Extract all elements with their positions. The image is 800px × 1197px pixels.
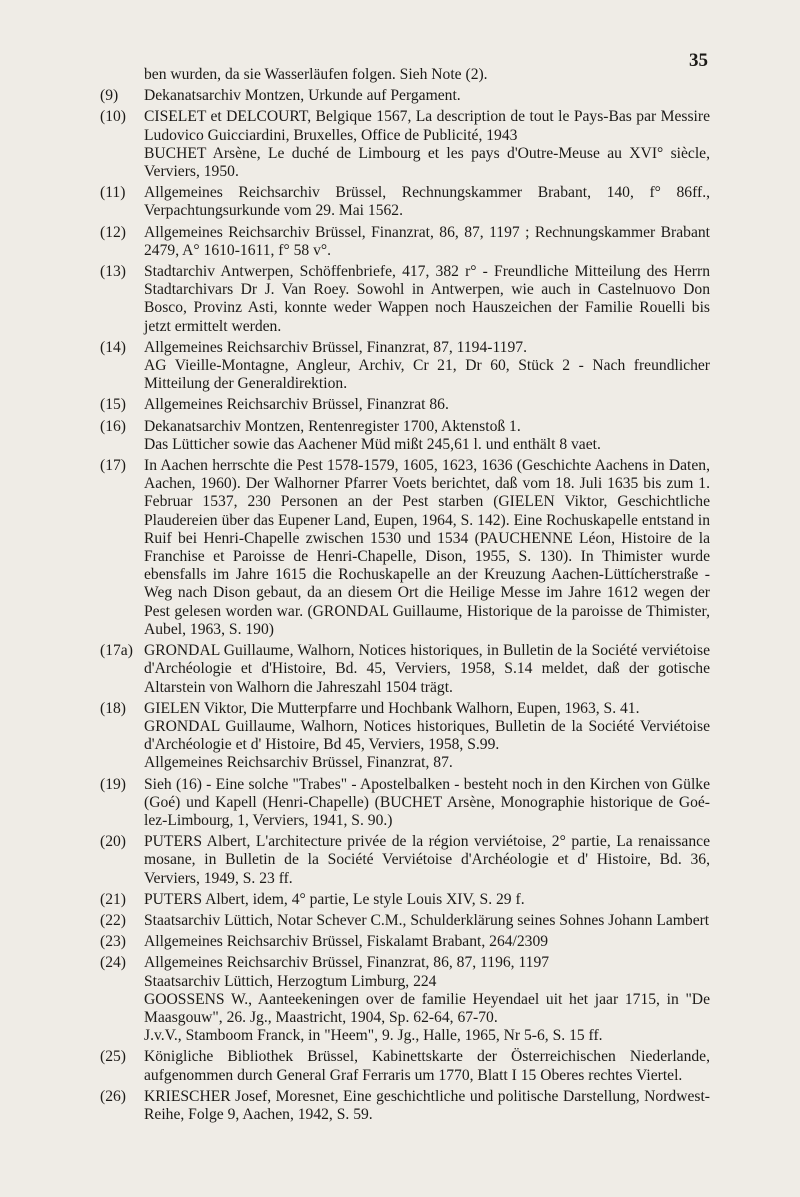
footnote-line: GOOSSENS W., Aanteekeningen over de familie Heyendael uit het jaar 1715, in "De Maasgouw", 26. Jg., Maastricht, 1904, Sp. 62-64, 67-70. [144, 990, 710, 1026]
footnote-line: Allgemeines Reichsarchiv Brüssel, Finanzrat, 86, 87, 1196, 1197 [144, 954, 550, 972]
footnote-text [144, 457, 710, 639]
footnotes [100, 66, 710, 1127]
footnote [100, 700, 710, 773]
page-number: 35 [689, 50, 708, 71]
footnote-number: (24) [100, 954, 126, 972]
footnote [100, 1048, 710, 1084]
footnote-line: GRONDAL Guillaume, Walhorn, Notices historiques, Bulletin de la Société Verviétoise d'Archéologie et d' Histoire, Bd 45, Verviers, 1958, S.99. [144, 717, 710, 754]
footnote [100, 87, 710, 105]
footnote-number: (15) [100, 396, 126, 414]
footnote-number: (22) [100, 911, 126, 929]
footnote [100, 933, 710, 951]
footnote-number: (11) [100, 184, 126, 202]
footnote-number: (21) [100, 890, 126, 908]
footnote-line: CISELET et DELCOURT, Belgique 1567, La description de tout le Pays-Bas par Messire Ludovico Guicciardini, Bruxelles, Office de Publicité, 1943 [144, 108, 710, 144]
footnote [100, 396, 710, 414]
footnote-line: Königliche Bibliothek Brüssel, Kabinettskarte der Österreichischen Niederlande, aufgenommen durch General Graf Ferraris um 1770, Blatt I 15 Oberes rechtes Viertel. [144, 1048, 710, 1084]
footnote [100, 833, 710, 888]
footnote-number: (23) [100, 933, 126, 951]
footnote-line: Stadtarchiv Antwerpen, Schöffenbriefe, 417, 382 r° - Freundliche Mitteilung des Herrn Stadtarchivars Dr J. Van Roey. Sowohl in Antwerpen, wie auch in Castelnuovo Don Bosco, Provinz Asti, konnte weder Wappen noch Hauszeichen der Familie Rouelli bis jetzt ermittelt werden. [144, 263, 710, 335]
footnote-line: KRIESCHER Josef, Moresnet, Eine geschichtliche und politische Darstellung, Nordwest-Reihe, Folge 9, Aachen, 1942, S. 59. [144, 1087, 710, 1123]
footnote-text [144, 642, 710, 697]
footnote [100, 418, 710, 454]
footnote [100, 263, 710, 336]
footnote-line: Allgemeines Reichsarchiv Brüssel, Finanzrat, 86, 87, 1197 ; Rechnungskammer Brabant 2479, A° 1610-1611, f° 58 v°. [144, 223, 710, 259]
footnote-number: (18) [100, 699, 126, 717]
footnote-text [144, 396, 710, 414]
continuation-text: ben wurden, da sie Wasserläufen folgen. Sieh Note (2). [144, 66, 488, 83]
footnote [100, 912, 710, 930]
footnote [100, 339, 710, 394]
footnote-text [144, 224, 710, 260]
footnote-line: GRONDAL Guillaume, Walhorn, Notices historiques, in Bulletin de la Société verviétoise d'Archéologie et d'Histoire, Bd. 45, Verviers, 1958, S.14 meldet, daß der gotische Altarstein von Walhorn die Jahreszahl 1504 trägt. [144, 642, 710, 696]
footnote-number: (25) [100, 1048, 126, 1066]
footnote-number: (9) [100, 87, 119, 105]
footnote-text [144, 933, 710, 951]
footnote-line: Allgemeines Reichsarchiv Brüssel, Finanzrat, 87. [144, 754, 453, 772]
footnote-line: Allgemeines Reichsarchiv Brüssel, Fiskalamt Brabant, 264/2309 [144, 933, 549, 951]
footnote [100, 108, 710, 181]
footnote-text [144, 263, 710, 336]
footnote [100, 457, 710, 639]
footnote-line: AG Vieille-Montagne, Angleur, Archiv, Cr 21, Dr 60, Stück 2 - Nach freundlicher Mitteilung der Generaldirektion. [144, 357, 710, 393]
footnote-line: PUTERS Albert, idem, 4° partie, Le style Louis XIV, S. 29 f. [144, 890, 525, 908]
footnote-number: (10) [100, 108, 126, 126]
footnote-number: (17) [100, 457, 126, 475]
footnote-text [144, 776, 710, 831]
footnote-text [144, 954, 710, 1045]
footnote-line: Staatsarchiv Lüttich, Herzogtum Limburg, 224 [144, 972, 437, 990]
footnote-line: Sieh (16) - Eine solche "Trabes" - Apostelbalken - besteht noch in den Kirchen von Gülke (Goé) und Kapell (Henri-Chapelle) (BUCHET Arsène, Monographie historique de Goé-lez-Limbourg, 1, Verviers, 1941, S. 90.) [144, 775, 710, 829]
footnote-text [144, 339, 710, 394]
footnote-text [144, 1048, 710, 1084]
footnote [100, 224, 710, 260]
footnote-line: Allgemeines Reichsarchiv Brüssel, Rechnungskammer Brabant, 140, f° 86ff., Verpachtungsurkunde vom 29. Mai 1562. [144, 184, 710, 220]
footnote [100, 184, 710, 220]
footnote-number: (19) [100, 775, 126, 793]
footnote-line: Dekanatsarchiv Montzen, Urkunde auf Pergament. [144, 87, 461, 105]
footnote-number: (16) [100, 417, 126, 435]
footnote-number: (17a) [100, 642, 133, 660]
footnote-number: (20) [100, 833, 126, 851]
footnote-line: Staatsarchiv Lüttich, Notar Schever C.M., Schulderklärung seines Sohnes Johann Lambert [144, 911, 710, 929]
footnote-line: BUCHET Arsène, Le duché de Limbourg et les pays d'Outre-Meuse au XVI° siècle, Verviers, 1950. [144, 144, 710, 181]
footnote-number: (14) [100, 338, 126, 356]
footnote-text [144, 1088, 710, 1124]
footnote-number: (12) [100, 223, 126, 241]
footnote [100, 954, 710, 1045]
note-list [100, 87, 710, 1124]
footnote-text [144, 184, 710, 220]
footnote-text [144, 418, 710, 454]
footnote-text [144, 700, 710, 773]
footnote-line: Allgemeines Reichsarchiv Brüssel, Finanzrat, 87, 1194-1197. [144, 338, 527, 356]
footnote-number: (26) [100, 1087, 126, 1105]
footnote [100, 1088, 710, 1124]
footnote-line: Allgemeines Reichsarchiv Brüssel, Finanzrat 86. [144, 396, 449, 414]
footnote-number: (13) [100, 263, 126, 281]
footnote-line: GIELEN Viktor, Die Mutterpfarre und Hochbank Walhorn, Eupen, 1963, S. 41. [144, 699, 640, 717]
footnote-text [144, 912, 710, 930]
footnote-text [144, 891, 710, 909]
footnote [100, 776, 710, 831]
footnote-line: Das Lütticher sowie das Aachener Müd mißt 245,61 l. und enthält 8 vaet. [144, 435, 601, 453]
footnote-line: Dekanatsarchiv Montzen, Rentenregister 1700, Aktenstoß 1. [144, 417, 521, 435]
footnote [100, 891, 710, 909]
footnote-line: PUTERS Albert, L'architecture privée de la région verviétoise, 2° partie, La renaissance mosane, in Bulletin de la Société Verviétoise d'Archéologie et d' Histoire, Bd. 36, Verviers, 1949, S. 23 ff. [144, 833, 710, 887]
footnote-text [144, 108, 710, 181]
footnote-text [144, 87, 710, 105]
footnote [100, 642, 710, 697]
footnote-line: J.v.V., Stamboom Franck, in "Heem", 9. Jg., Halle, 1965, Nr 5-6, S. 15 ff. [144, 1027, 603, 1045]
footnote-line: In Aachen herrschte die Pest 1578-1579, 1605, 1623, 1636 (Geschichte Aachens in Daten, Aachen, 1960). Der Walhorner Pfarrer Voets berichtet, daß vom 18. Juli 1635 bis zum 1. Februar 1537, 230 Personen an der Pest starben (GIELEN Viktor, Geschichtliche Plaudereien über das Eupener Land, Eupen, 1964, S. 142). Eine Rochuskapelle entstand in Ruif bei Henri-Chapelle zwischen 1530 und 1534 (PAUCHENNE Léon, Histoire de la Franchise et Paroisse de Henri-Chapelle, Dison, 1955, S. 130). In Thimister wurde ebensfalls im Jahre 1615 die Rochuskapelle an der Kreuzung Aachen-Lüttícherstraße - Weg nach Dison gebaut, da an diesem Ort die Heilige Messe im Jahre 1612 wegen der Pest gelesen worden war. (GRONDAL Guillaume, Historique de la paroisse de Thimister, Aubel, 1963, S. 190) [144, 457, 710, 638]
footnote-text [144, 833, 710, 888]
